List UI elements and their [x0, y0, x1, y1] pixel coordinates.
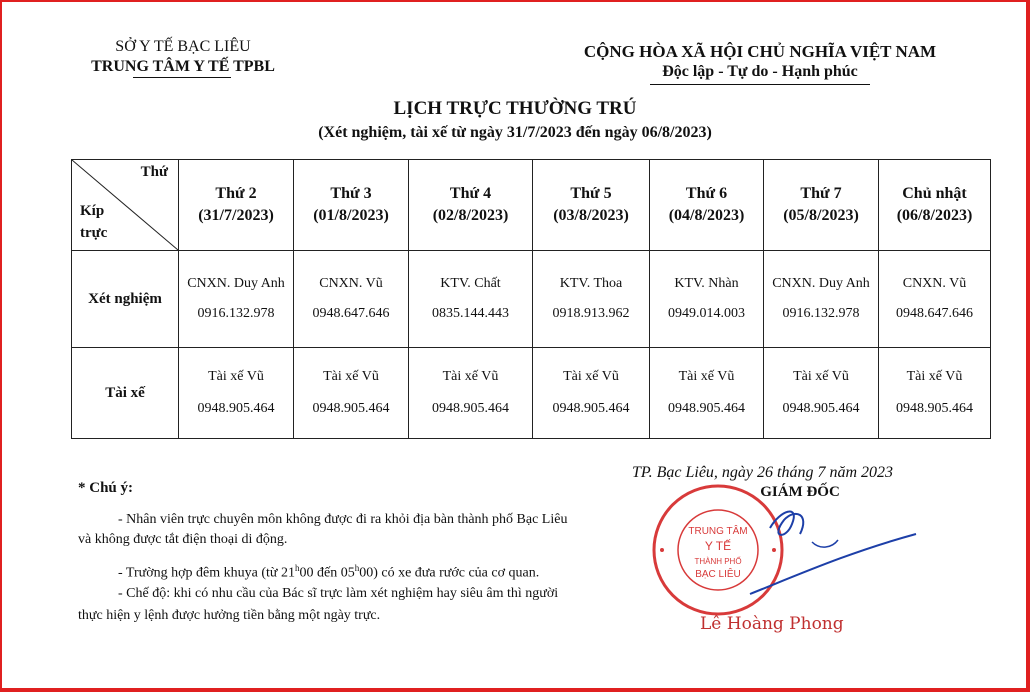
row-label-lab: Xét nghiệm: [72, 251, 179, 348]
header-row: [72, 160, 991, 251]
day-label: Thứ 4: [449, 185, 492, 202]
row-label-driver: Tài xế: [72, 348, 179, 439]
note-3-line-1: - Chế độ: khi có nhu cầu của Bác sĩ trực làm xét nghiệm hay siêu âm thì người: [118, 586, 559, 601]
seal-line-1: TRUNG TÂM: [688, 526, 748, 537]
schedule-cell: [764, 348, 879, 439]
staff-phone: 0918.913.962: [552, 306, 630, 321]
day-date: (01/8/2023): [313, 207, 389, 224]
staff-name: KTV. Chất: [440, 276, 501, 291]
note-2: [118, 558, 539, 584]
staff-phone: 0916.132.978: [197, 306, 275, 321]
signer-title: GIÁM ĐỐC: [760, 484, 840, 500]
day-label: Thứ 5: [570, 185, 612, 202]
staff-name: Tài xế Vũ: [793, 369, 849, 384]
motto-underline: [650, 84, 870, 85]
agency-name: TRUNG TÂM Y TẾ TPBL: [91, 58, 275, 75]
staff-name: CNXN. Vũ: [902, 276, 967, 291]
day-header: [179, 160, 294, 251]
document-subtitle: (Xét nghiệm, tài xế từ ngày 31/7/2023 đến ngày 06/8/2023): [318, 124, 712, 141]
day-date: (31/7/2023): [198, 207, 274, 224]
note-2-suffix: 00) có xe đưa rước của cơ quan.: [359, 565, 540, 581]
note-2-mid: 00 đến 05: [299, 565, 355, 581]
day-date: (05/8/2023): [783, 207, 859, 224]
schedule-cell: [879, 251, 991, 348]
staff-name: Tài xế Vũ: [323, 369, 379, 384]
day-label: Chủ nhật: [902, 185, 967, 202]
staff-phone: 0948.905.464: [896, 401, 973, 416]
day-label: Thứ 7: [800, 185, 842, 202]
day-header: [294, 160, 409, 251]
staff-phone: 0948.647.646: [312, 306, 390, 321]
day-header: [879, 160, 991, 251]
note-1-line-1: - Nhân viên trực chuyên môn không được đi ra khỏi địa bàn thành phố Bạc Liêu: [118, 512, 568, 527]
staff-phone: 0948.905.464: [432, 401, 509, 416]
staff-name: CNXN. Vũ: [319, 276, 383, 291]
staff-phone: 0948.905.464: [312, 401, 390, 416]
staff-phone: 0835.144.443: [432, 306, 509, 321]
staff-name: KTV. Thoa: [559, 276, 623, 291]
schedule-cell: [409, 348, 533, 439]
note-3-line-2: thực hiện y lệnh được hưởng tiền bằng một ngày trực.: [78, 608, 381, 623]
staff-name: CNXN. Duy Anh: [772, 276, 870, 291]
schedule-cell: [179, 251, 294, 348]
agency-parent: SỞ Y TẾ BẠC LIÊU: [115, 38, 251, 55]
schedule-table: [71, 159, 991, 439]
schedule-cell: [294, 251, 409, 348]
staff-phone: 0948.905.464: [552, 401, 630, 416]
day-header: [764, 160, 879, 251]
day-label: Thứ 2: [215, 185, 257, 202]
seal-line-3: THÀNH PHỐ: [694, 557, 742, 566]
staff-phone: 0948.905.464: [668, 401, 745, 416]
agency-underline: [133, 77, 231, 78]
seal-line-4: BẠC LIÊU: [695, 569, 741, 580]
document-title: LỊCH TRỰC THƯỜNG TRÚ: [393, 98, 637, 119]
national-motto: Độc lập - Tự do - Hạnh phúc: [662, 63, 858, 80]
staff-phone: 0948.905.464: [197, 401, 275, 416]
day-label: Thứ 6: [685, 185, 728, 202]
day-date: (03/8/2023): [553, 207, 629, 224]
schedule-cell: [294, 348, 409, 439]
signer-name: Lê Hoàng Phong: [700, 614, 844, 634]
day-label: Thứ 3: [330, 185, 372, 202]
seal-line-2: Y TẾ: [704, 539, 732, 553]
day-header: [533, 160, 650, 251]
notes-title: * Chú ý:: [78, 480, 134, 496]
schedule-cell: [879, 348, 991, 439]
schedule-cell: [533, 348, 650, 439]
staff-name: Tài xế Vũ: [906, 369, 963, 384]
staff-name: KTV. Nhàn: [674, 276, 739, 291]
schedule-cell: [764, 251, 879, 348]
signature-icon: [740, 490, 920, 600]
staff-name: Tài xế Vũ: [563, 369, 619, 384]
table-row: [72, 348, 991, 439]
note-2-prefix: - Trường hợp đêm khuya (từ 21: [118, 565, 295, 581]
day-date: (02/8/2023): [432, 207, 509, 224]
day-date: (04/8/2023): [668, 207, 745, 224]
staff-phone: 0916.132.978: [782, 306, 860, 321]
note-2-sup-2: h: [354, 563, 360, 573]
schedule-cell: [650, 251, 764, 348]
day-header: [409, 160, 533, 251]
staff-name: Tài xế Vũ: [208, 369, 264, 384]
staff-name: CNXN. Duy Anh: [187, 276, 285, 291]
national-title: CỘNG HÒA XÃ HỘI CHỦ NGHĨA VIỆT NAM: [583, 42, 937, 61]
schedule-cell: [533, 251, 650, 348]
staff-phone: 0949.014.003: [668, 306, 745, 321]
staff-phone: 0948.905.464: [782, 401, 860, 416]
schedule-cell: [650, 348, 764, 439]
note-2-sup-1: h: [294, 563, 300, 573]
place-date: TP. Bạc Liêu, ngày 26 tháng 7 năm 2023: [632, 464, 894, 481]
corner-label-shift: [80, 200, 107, 244]
corner-label-day: Thứ: [140, 164, 168, 180]
staff-name: Tài xế Vũ: [678, 369, 735, 384]
staff-phone: 0948.647.646: [896, 306, 973, 321]
schedule-cell: [179, 348, 294, 439]
staff-name: Tài xế Vũ: [442, 369, 499, 384]
day-header: [650, 160, 764, 251]
corner-cell: [72, 160, 179, 251]
schedule-cell: [409, 251, 533, 348]
table-row: [72, 251, 991, 348]
day-date: (06/8/2023): [896, 207, 973, 224]
note-1-line-2: và không được tắt điện thoại di động.: [78, 532, 288, 547]
corner-label-shift-line1: Kíp: [80, 203, 105, 219]
corner-label-shift-line2: trực: [80, 225, 108, 241]
